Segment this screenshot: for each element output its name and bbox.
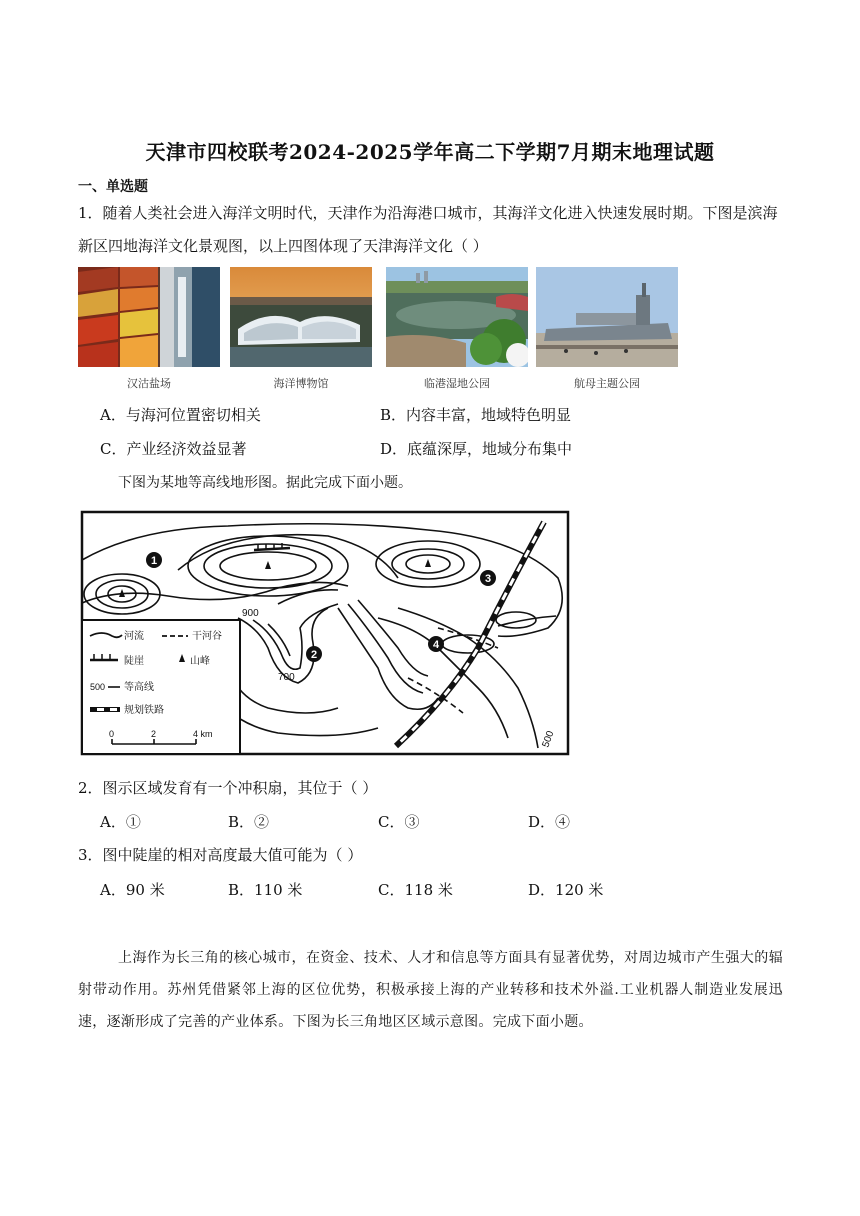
marker-3: [480, 570, 496, 586]
scale-0: 0: [109, 729, 115, 739]
question-1-stem-line-1: 1．随着人类社会进入海洋文明时代，天津作为沿海港口城市，其海洋文化进入快速发展时期。下图是滨海: [78, 204, 778, 222]
legend-contour: 等高线: [124, 682, 154, 693]
map-legend: [82, 620, 240, 754]
map-intro: 下图为某地等高线地形图。据此完成下面小题。: [118, 475, 412, 491]
contour-map: [78, 508, 572, 758]
q1-option-c[interactable]: C．产业经济效益显著: [100, 440, 247, 458]
legend-peak: 山峰: [190, 656, 210, 667]
q2-option-b[interactable]: B．②: [228, 813, 270, 831]
marker-4: [428, 636, 444, 652]
question-1-stem-line-2: 新区四地海洋文化景观图，以上四图体现了天津海洋文化（ ）: [78, 237, 488, 255]
contour-label-700: 700: [278, 672, 295, 683]
marker-2: [306, 646, 322, 662]
svg-text:1: 1: [150, 555, 158, 567]
legend-cliff: 陡崖: [124, 656, 144, 667]
question-3-stem: 3．图中陡崖的相对高度最大值可能为（ ）: [78, 846, 363, 864]
wetland-park-photo: [386, 267, 528, 367]
legend-contour-value: 500: [90, 682, 106, 692]
reading-passage: 上海作为长三角的核心城市，在资金、技术、人才和信息等方面具有显著优势，对周边城市产生强大的辐射带动作用。苏州凭借紧邻上海的区位优势，积极承接上海的产业转移和技术外溢.工业机器人制造业发展迅速，逐渐形成了完善的产业体系。下图为长三角地区区域示意图。完成下面小题。: [78, 950, 783, 1030]
salt-field-photo: [78, 267, 220, 367]
svg-text:2: 2: [310, 649, 318, 661]
q3-option-c[interactable]: C．118 米: [378, 881, 453, 899]
marker-1: [146, 552, 162, 568]
section-heading: 一、单选题: [78, 179, 148, 195]
scale-4km: 4 km: [193, 729, 213, 739]
photo-strip: [78, 267, 688, 395]
legend-dry-valley: 干河谷: [192, 631, 222, 642]
q1-option-b[interactable]: B．内容丰富，地域特色明显: [380, 406, 572, 424]
q1-option-d[interactable]: D．底蕴深厚，地域分布集中: [380, 440, 573, 458]
photo-caption: 航母主题公园: [574, 377, 640, 390]
legend-river: 河流: [124, 631, 144, 642]
page-title: 天津市四校联考2024-2025学年高二下学期7月期末地理试题: [145, 140, 715, 164]
q3-option-a[interactable]: A．90 米: [100, 881, 165, 899]
question-2-stem: 2．图示区域发育有一个冲积扇，其位于（ ）: [78, 779, 378, 797]
q1-option-a[interactable]: A．与海河位置密切相关: [100, 406, 261, 424]
scale-2: 2: [151, 729, 157, 739]
q2-option-d[interactable]: D．④: [528, 813, 571, 831]
svg-text:4: 4: [432, 639, 440, 651]
q2-option-a[interactable]: A．①: [100, 813, 141, 831]
contour-label-500: 500: [540, 729, 557, 750]
legend-railway: 规划铁路: [124, 705, 164, 716]
ocean-museum-photo: [230, 267, 372, 367]
photo-caption: 海洋博物馆: [273, 377, 329, 390]
photo-caption: 临港湿地公园: [424, 377, 490, 390]
contour-label-900: 900: [242, 608, 259, 619]
svg-text:3: 3: [484, 573, 492, 585]
photo-caption: 汉沽盐场: [127, 377, 171, 390]
q3-option-d[interactable]: D．120 米: [528, 881, 604, 899]
q2-option-c[interactable]: C．③: [378, 813, 420, 831]
q3-option-b[interactable]: B．110 米: [228, 881, 303, 899]
carrier-park-photo: [536, 267, 678, 367]
